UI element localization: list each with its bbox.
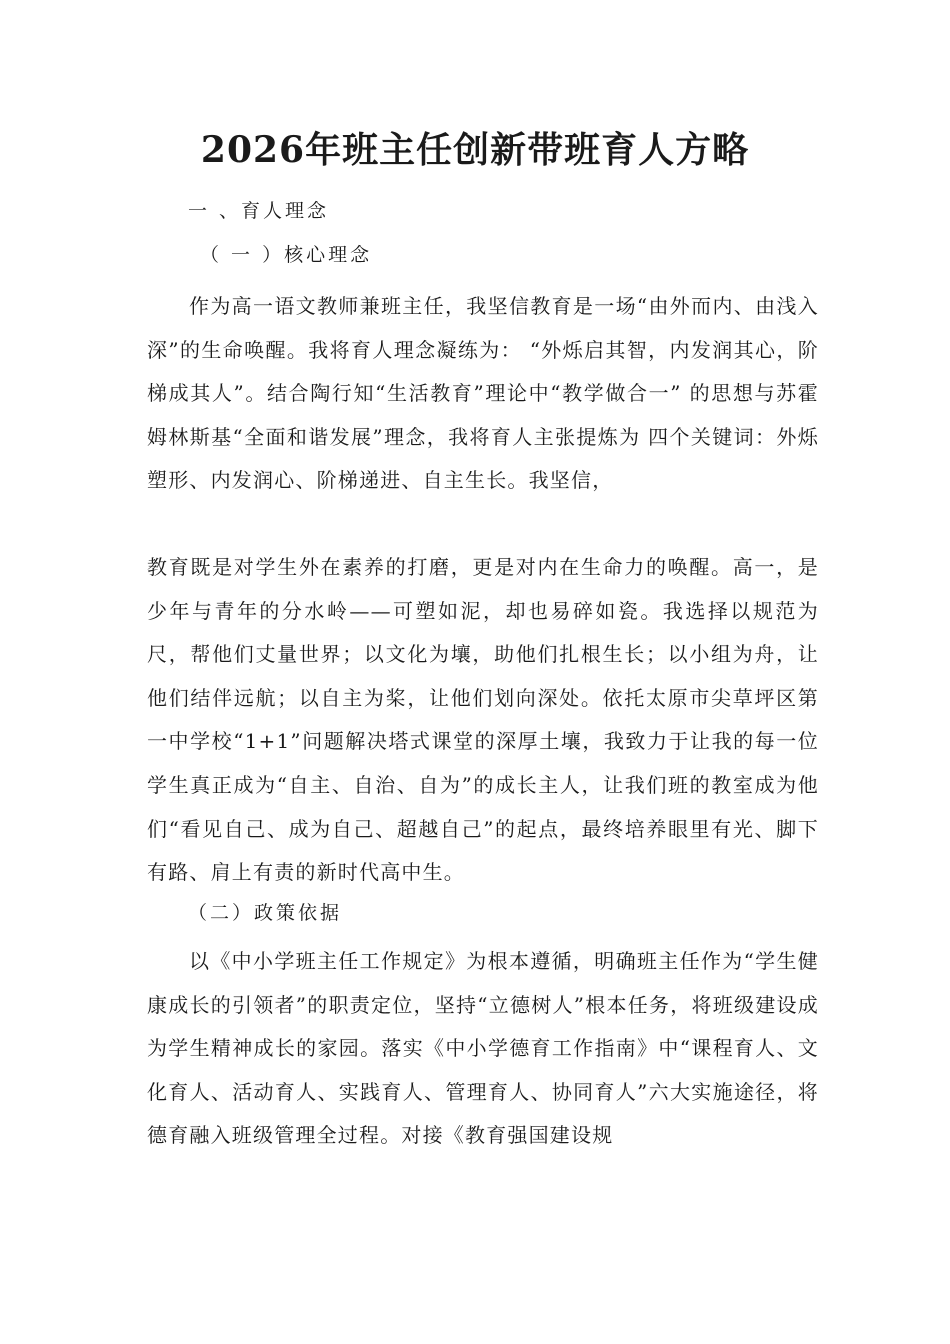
paragraph-education-awakening: 教育既是对学生外在素养的打磨，更是对内在生命力的唤醒。高一，是少年与青年的分水岭——可塑如泥，却也易碎如瓷。我选择以规范为尺，帮他们丈量世界；以文化为壤，助他们扎根生长；以小组为舟，让他们结伴远航；以自主为桨，让他们划向深处。依托太原市尖草坪区第一中学校“1+1”问题解决塔式课堂的深厚土壤，我致力于让我的每一位学生真正成为“自主、自治、自为”的成长主人，让我们班的教室成为他们“看见自己、成为自己、超越自己”的起点，最终培养眼里有光、脚下有路、肩上有责的新时代高中生。	[147, 555, 819, 885]
document-title: 2026年班主任创新带班育人方略	[200, 129, 750, 171]
subsection-heading-core-philosophy: （ 一 ）核心理念	[200, 244, 373, 266]
paragraph-core-philosophy: 作为高一语文教师兼班主任，我坚信教育是一场“由外而内、由浅入深”的生命唤醒。我将育人理念凝练为： “外烁启其智，内发润其心，阶梯成其人”。结合陶行知“生活教育”理论中“教学做合一” 的思想与苏霍姆林斯基“全面和谐发展”理念，我将育人主张提炼为 四个关键词：外烁塑形、内发润心、阶梯递进、自主生长。我坚信，	[147, 294, 819, 493]
paragraph-policy-basis: 以《中小学班主任工作规定》为根本遵循，明确班主任作为“学生健康成长的引领者”的职责定位，坚持“立德树人”根本任务，将班级建设成为学生精神成长的家园。落实《中小学德育工作指南》中“课程育人、文化育人、活动育人、实践育人、管理育人、协同育人”六大实施途径，将德育融入班级管理全过程。对接《教育强国建设规	[147, 949, 819, 1148]
section-heading-education-philosophy: 一 、育人理念	[188, 200, 330, 222]
subsection-heading-policy-basis: （二）政策依据	[188, 902, 343, 924]
